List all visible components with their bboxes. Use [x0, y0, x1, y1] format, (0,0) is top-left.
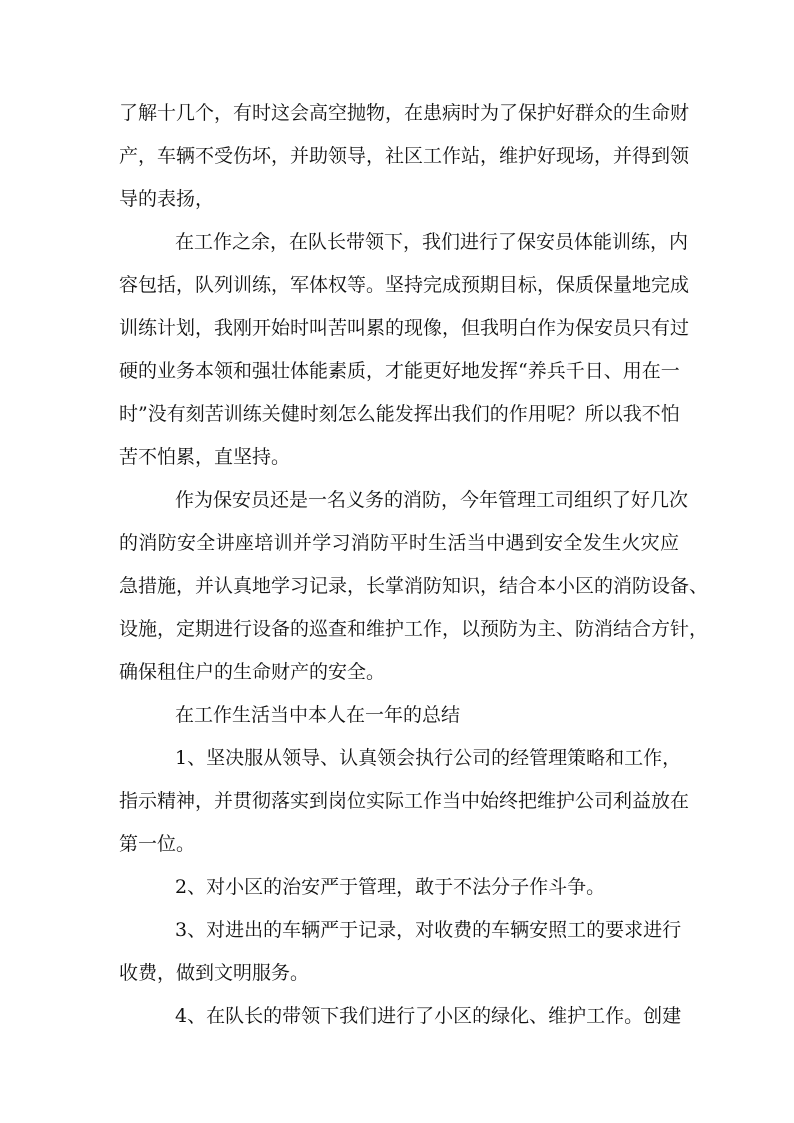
list-item-first-line: 3、对进出的车辆严于记录，对收费的车辆安照工的要求进行	[175, 919, 682, 941]
text-line: 产，车辆不受伤坏，并助领导，社区工作站，维护好现场，并得到领	[119, 145, 690, 167]
text-line: 时”没有刻苦训练关健时刻怎么能发挥出我们的作用呢？所以我不怕	[119, 403, 680, 425]
paragraph-first-line: 在工作之余，在队长带领下，我们进行了保安员体能训练，内	[175, 231, 689, 253]
text-line: 指示精神，并贯彻落实到岗位实际工作当中始终把维护公司利益放在	[119, 790, 690, 812]
text-line: 第一位。	[119, 833, 196, 855]
text-line: 确保租住户的生命财产的安全。	[119, 661, 386, 683]
text-line: 的消防安全讲座培训并学习消防平时生活当中遇到安全发生火灾应	[119, 532, 679, 554]
document-body	[119, 92, 709, 1038]
list-item-first-line: 2、对小区的治安严于管理，敢于不法分子作斗争。	[175, 876, 606, 898]
text-line: 导的表扬，	[119, 188, 215, 210]
list-item-first-line: 1、坚决服从领导、认真领会执行公司的经管理策略和工作，	[175, 747, 682, 769]
section-heading: 在工作生活当中本人在一年的总结	[175, 704, 461, 726]
text-line: 苦不怕累，直坚持。	[119, 446, 291, 468]
text-line: 容包括，队列训练，军体权等。坚持完成预期目标，保质保量地完成	[119, 274, 690, 296]
text-line: 收费，做到文明服务。	[119, 962, 310, 984]
text-line: 急措施，并认真地学习记录，长掌消防知识，结合本小区的消防设备、	[119, 575, 709, 597]
text-line: 训练计划，我刚开始时叫苦叫累的现像，但我明白作为保安员只有过	[119, 317, 690, 339]
text-line: 硬的业务本领和强壮体能素质，才能更好地发挥“养兵千日、用在一	[119, 360, 680, 382]
paragraph-first-line: 作为保安员还是一名义务的消防，今年管理工司组织了好几次	[175, 489, 689, 511]
text-line: 设施，定期进行设备的巡查和维护工作，以预防为主、防消结合方针，	[119, 618, 709, 640]
text-line: 了解十几个，有时这会高空抛物，在患病时为了保护好群众的生命财	[119, 102, 690, 124]
list-item-first-line: 4、在队长的带领下我们进行了小区的绿化、维护工作。创建	[175, 1005, 682, 1027]
